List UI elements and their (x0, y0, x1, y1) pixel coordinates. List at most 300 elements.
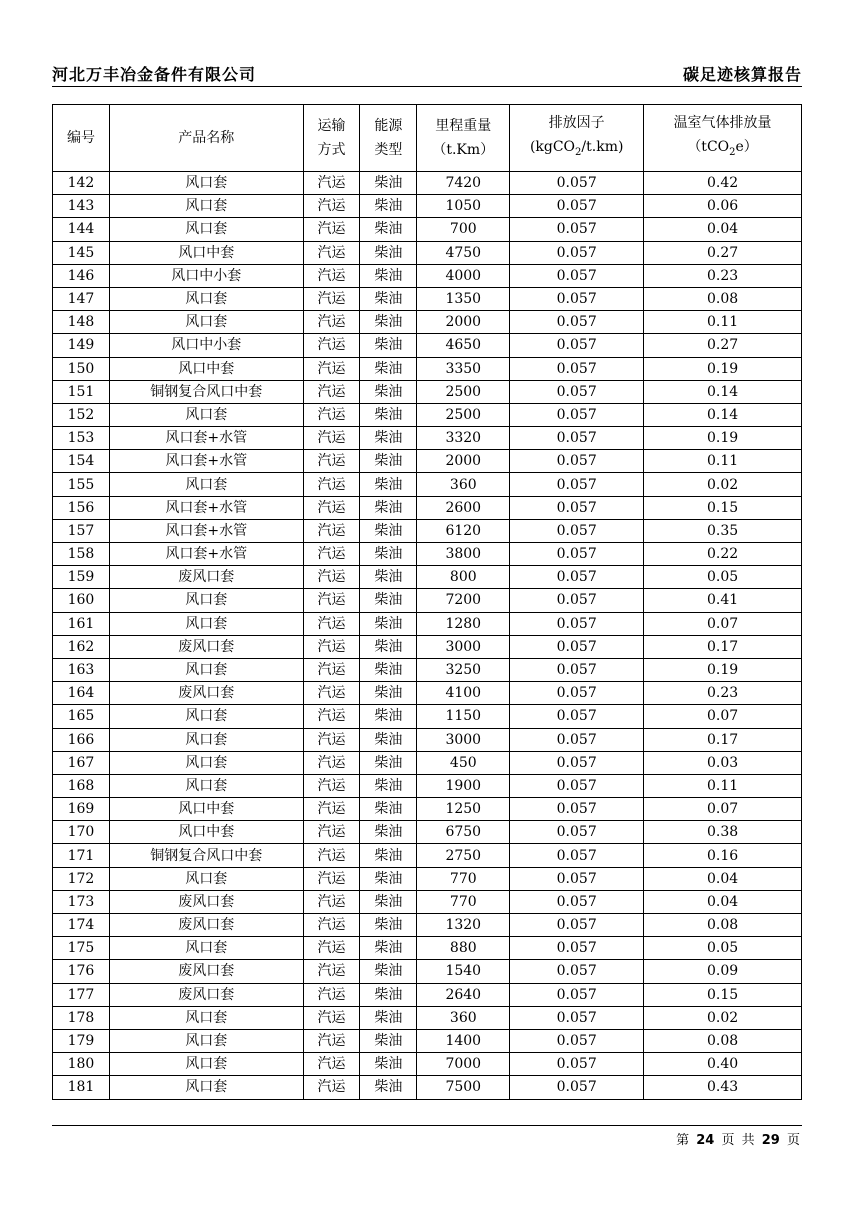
header-divider (52, 86, 802, 87)
cell-ghg-emissions: 0.38 (644, 821, 802, 844)
cell-transport: 汽运 (303, 427, 360, 450)
cell-product: 风口中小套 (109, 264, 303, 287)
cell-id: 167 (53, 751, 110, 774)
cell-id: 151 (53, 380, 110, 403)
cell-transport: 汽运 (303, 612, 360, 635)
cell-distance-weight: 3000 (417, 728, 510, 751)
cell-transport: 汽运 (303, 357, 360, 380)
cell-distance-weight: 2600 (417, 496, 510, 519)
cell-ghg-emissions: 0.14 (644, 403, 802, 426)
cell-product: 铜钢复合风口中套 (109, 380, 303, 403)
cell-id: 175 (53, 937, 110, 960)
cell-ghg-emissions: 0.05 (644, 937, 802, 960)
cell-product: 风口套 (109, 728, 303, 751)
cell-distance-weight: 1400 (417, 1029, 510, 1052)
cell-id: 144 (53, 218, 110, 241)
table-row (53, 496, 802, 519)
table-row (53, 1076, 802, 1099)
table-row (53, 612, 802, 635)
cell-ghg-emissions: 0.04 (644, 218, 802, 241)
table-row (53, 264, 802, 287)
cell-distance-weight: 4100 (417, 682, 510, 705)
cell-emission-factor: 0.057 (510, 450, 644, 473)
table-row (53, 867, 802, 890)
cell-id: 164 (53, 682, 110, 705)
cell-id: 166 (53, 728, 110, 751)
cell-emission-factor: 0.057 (510, 334, 644, 357)
cell-product: 风口中套 (109, 241, 303, 264)
cell-ghg-emissions: 0.14 (644, 380, 802, 403)
table-row (53, 914, 802, 937)
company-name: 河北万丰冶金备件有限公司 (52, 65, 257, 84)
cell-transport: 汽运 (303, 682, 360, 705)
col-header-distance-weight: 里程重量 （t.Km） (417, 105, 510, 172)
cell-ghg-emissions: 0.17 (644, 635, 802, 658)
cell-energy: 柴油 (360, 357, 417, 380)
cell-ghg-emissions: 0.42 (644, 172, 802, 195)
cell-ghg-emissions: 0.06 (644, 195, 802, 218)
cell-emission-factor: 0.057 (510, 728, 644, 751)
cell-distance-weight: 3350 (417, 357, 510, 380)
table-row (53, 960, 802, 983)
cell-energy: 柴油 (360, 844, 417, 867)
cell-transport: 汽运 (303, 960, 360, 983)
cell-ghg-emissions: 0.23 (644, 682, 802, 705)
cell-ghg-emissions: 0.11 (644, 774, 802, 797)
cell-product: 风口套 (109, 403, 303, 426)
cell-product: 风口套 (109, 751, 303, 774)
page-footer: 第 24 页 共 29 页 (676, 1133, 800, 1148)
cell-transport: 汽运 (303, 774, 360, 797)
cell-distance-weight: 2750 (417, 844, 510, 867)
cell-emission-factor: 0.057 (510, 890, 644, 913)
cell-emission-factor: 0.057 (510, 914, 644, 937)
cell-transport: 汽运 (303, 496, 360, 519)
table-row (53, 218, 802, 241)
cell-emission-factor: 0.057 (510, 1053, 644, 1076)
cell-transport: 汽运 (303, 658, 360, 681)
cell-energy: 柴油 (360, 427, 417, 450)
cell-id: 143 (53, 195, 110, 218)
cell-distance-weight: 1280 (417, 612, 510, 635)
cell-ghg-emissions: 0.03 (644, 751, 802, 774)
table-row (53, 751, 802, 774)
cell-energy: 柴油 (360, 380, 417, 403)
cell-transport: 汽运 (303, 937, 360, 960)
col-header-emission-factor: 排放因子 (kgCO$_2$/t.km) (510, 105, 644, 172)
cell-ghg-emissions: 0.19 (644, 357, 802, 380)
cell-ghg-emissions: 0.11 (644, 311, 802, 334)
col-header-transport: 运输 方式 (303, 105, 360, 172)
cell-energy: 柴油 (360, 311, 417, 334)
cell-product: 风口套 (109, 937, 303, 960)
table-row (53, 357, 802, 380)
cell-id: 173 (53, 890, 110, 913)
cell-ghg-emissions: 0.27 (644, 241, 802, 264)
cell-transport: 汽运 (303, 287, 360, 310)
cell-energy: 柴油 (360, 334, 417, 357)
cell-id: 145 (53, 241, 110, 264)
table-row (53, 589, 802, 612)
cell-id: 179 (53, 1029, 110, 1052)
cell-energy: 柴油 (360, 937, 417, 960)
current-page: 24 (696, 1133, 715, 1148)
cell-energy: 柴油 (360, 821, 417, 844)
cell-energy: 柴油 (360, 960, 417, 983)
table-row (53, 937, 802, 960)
cell-emission-factor: 0.057 (510, 543, 644, 566)
cell-product: 风口套 (109, 218, 303, 241)
cell-energy: 柴油 (360, 658, 417, 681)
cell-ghg-emissions: 0.08 (644, 287, 802, 310)
cell-id: 157 (53, 519, 110, 542)
table-row (53, 241, 802, 264)
table-row (53, 774, 802, 797)
cell-id: 155 (53, 473, 110, 496)
cell-ghg-emissions: 0.43 (644, 1076, 802, 1099)
cell-emission-factor: 0.057 (510, 705, 644, 728)
cell-product: 风口套 (109, 1006, 303, 1029)
cell-id: 165 (53, 705, 110, 728)
cell-emission-factor: 0.057 (510, 357, 644, 380)
cell-transport: 汽运 (303, 798, 360, 821)
cell-product: 风口套+水管 (109, 450, 303, 473)
cell-transport: 汽运 (303, 914, 360, 937)
table-row (53, 473, 802, 496)
cell-id: 142 (53, 172, 110, 195)
cell-emission-factor: 0.057 (510, 403, 644, 426)
cell-product: 废风口套 (109, 682, 303, 705)
cell-emission-factor: 0.057 (510, 821, 644, 844)
cell-ghg-emissions: 0.05 (644, 566, 802, 589)
cell-product: 风口中套 (109, 357, 303, 380)
cell-energy: 柴油 (360, 705, 417, 728)
cell-energy: 柴油 (360, 751, 417, 774)
footer-divider (52, 1125, 802, 1126)
cell-distance-weight: 2500 (417, 380, 510, 403)
cell-ghg-emissions: 0.08 (644, 914, 802, 937)
cell-transport: 汽运 (303, 241, 360, 264)
cell-distance-weight: 2500 (417, 403, 510, 426)
cell-emission-factor: 0.057 (510, 589, 644, 612)
cell-id: 147 (53, 287, 110, 310)
cell-energy: 柴油 (360, 450, 417, 473)
table-row (53, 890, 802, 913)
cell-id: 176 (53, 960, 110, 983)
cell-id: 149 (53, 334, 110, 357)
cell-ghg-emissions: 0.07 (644, 705, 802, 728)
table-row (53, 334, 802, 357)
cell-distance-weight: 1900 (417, 774, 510, 797)
cell-emission-factor: 0.057 (510, 496, 644, 519)
cell-ghg-emissions: 0.04 (644, 890, 802, 913)
cell-energy: 柴油 (360, 172, 417, 195)
table-header-row (53, 105, 802, 172)
table-row (53, 821, 802, 844)
cell-id: 160 (53, 589, 110, 612)
cell-ghg-emissions: 0.23 (644, 264, 802, 287)
cell-emission-factor: 0.057 (510, 682, 644, 705)
cell-energy: 柴油 (360, 589, 417, 612)
cell-transport: 汽运 (303, 705, 360, 728)
cell-distance-weight: 3000 (417, 635, 510, 658)
cell-energy: 柴油 (360, 496, 417, 519)
cell-product: 风口套 (109, 287, 303, 310)
table-row (53, 287, 802, 310)
cell-transport: 汽运 (303, 195, 360, 218)
cell-energy: 柴油 (360, 473, 417, 496)
table-row (53, 380, 802, 403)
cell-distance-weight: 700 (417, 218, 510, 241)
cell-id: 158 (53, 543, 110, 566)
cell-energy: 柴油 (360, 867, 417, 890)
cell-id: 168 (53, 774, 110, 797)
cell-emission-factor: 0.057 (510, 264, 644, 287)
cell-id: 172 (53, 867, 110, 890)
cell-emission-factor: 0.057 (510, 1076, 644, 1099)
cell-transport: 汽运 (303, 543, 360, 566)
cell-emission-factor: 0.057 (510, 287, 644, 310)
cell-ghg-emissions: 0.15 (644, 983, 802, 1006)
cell-product: 风口套 (109, 589, 303, 612)
cell-transport: 汽运 (303, 334, 360, 357)
cell-id: 159 (53, 566, 110, 589)
cell-transport: 汽运 (303, 403, 360, 426)
cell-transport: 汽运 (303, 867, 360, 890)
cell-id: 169 (53, 798, 110, 821)
table-row (53, 1006, 802, 1029)
cell-emission-factor: 0.057 (510, 380, 644, 403)
cell-product: 风口套 (109, 311, 303, 334)
cell-distance-weight: 7000 (417, 1053, 510, 1076)
cell-id: 170 (53, 821, 110, 844)
cell-ghg-emissions: 0.22 (644, 543, 802, 566)
cell-distance-weight: 770 (417, 867, 510, 890)
cell-distance-weight: 1050 (417, 195, 510, 218)
table-row (53, 195, 802, 218)
cell-id: 180 (53, 1053, 110, 1076)
cell-ghg-emissions: 0.04 (644, 867, 802, 890)
table-row (53, 635, 802, 658)
cell-emission-factor: 0.057 (510, 983, 644, 1006)
report-title: 碳足迹核算报告 (682, 65, 802, 84)
cell-ghg-emissions: 0.40 (644, 1053, 802, 1076)
cell-id: 161 (53, 612, 110, 635)
cell-energy: 柴油 (360, 218, 417, 241)
emissions-table (52, 104, 802, 1100)
cell-energy: 柴油 (360, 287, 417, 310)
cell-ghg-emissions: 0.08 (644, 1029, 802, 1052)
cell-ghg-emissions: 0.19 (644, 658, 802, 681)
cell-product: 风口中小套 (109, 334, 303, 357)
cell-distance-weight: 1150 (417, 705, 510, 728)
cell-transport: 汽运 (303, 264, 360, 287)
cell-energy: 柴油 (360, 798, 417, 821)
cell-product: 废风口套 (109, 890, 303, 913)
cell-id: 152 (53, 403, 110, 426)
cell-energy: 柴油 (360, 612, 417, 635)
cell-id: 153 (53, 427, 110, 450)
cell-distance-weight: 770 (417, 890, 510, 913)
cell-distance-weight: 1350 (417, 287, 510, 310)
cell-distance-weight: 880 (417, 937, 510, 960)
cell-product: 风口套 (109, 867, 303, 890)
cell-ghg-emissions: 0.27 (644, 334, 802, 357)
cell-emission-factor: 0.057 (510, 798, 644, 821)
cell-distance-weight: 4650 (417, 334, 510, 357)
cell-emission-factor: 0.057 (510, 960, 644, 983)
cell-product: 风口套 (109, 1076, 303, 1099)
cell-product: 风口套 (109, 473, 303, 496)
cell-emission-factor: 0.057 (510, 566, 644, 589)
cell-distance-weight: 3320 (417, 427, 510, 450)
cell-emission-factor: 0.057 (510, 427, 644, 450)
cell-ghg-emissions: 0.35 (644, 519, 802, 542)
cell-emission-factor: 0.057 (510, 612, 644, 635)
table-row (53, 519, 802, 542)
table-row (53, 983, 802, 1006)
cell-ghg-emissions: 0.09 (644, 960, 802, 983)
cell-id: 146 (53, 264, 110, 287)
cell-product: 铜钢复合风口中套 (109, 844, 303, 867)
cell-distance-weight: 4000 (417, 264, 510, 287)
table-row (53, 728, 802, 751)
cell-energy: 柴油 (360, 635, 417, 658)
cell-energy: 柴油 (360, 890, 417, 913)
cell-energy: 柴油 (360, 1076, 417, 1099)
table-row (53, 1029, 802, 1052)
cell-distance-weight: 450 (417, 751, 510, 774)
cell-distance-weight: 3800 (417, 543, 510, 566)
table-row (53, 682, 802, 705)
cell-emission-factor: 0.057 (510, 1029, 644, 1052)
cell-product: 风口套 (109, 1053, 303, 1076)
cell-energy: 柴油 (360, 914, 417, 937)
cell-distance-weight: 360 (417, 1006, 510, 1029)
cell-id: 174 (53, 914, 110, 937)
cell-product: 废风口套 (109, 983, 303, 1006)
cell-transport: 汽运 (303, 473, 360, 496)
cell-distance-weight: 1250 (417, 798, 510, 821)
cell-emission-factor: 0.057 (510, 658, 644, 681)
cell-product: 废风口套 (109, 566, 303, 589)
cell-transport: 汽运 (303, 566, 360, 589)
cell-distance-weight: 2640 (417, 983, 510, 1006)
col-header-ghg-emissions: 温室气体排放量 （tCO$_2$e） (644, 105, 802, 172)
cell-transport: 汽运 (303, 844, 360, 867)
cell-transport: 汽运 (303, 635, 360, 658)
cell-transport: 汽运 (303, 1053, 360, 1076)
cell-energy: 柴油 (360, 403, 417, 426)
cell-ghg-emissions: 0.07 (644, 798, 802, 821)
table-row (53, 311, 802, 334)
cell-emission-factor: 0.057 (510, 844, 644, 867)
cell-distance-weight: 800 (417, 566, 510, 589)
table-row (53, 1053, 802, 1076)
cell-transport: 汽运 (303, 890, 360, 913)
table-row (53, 566, 802, 589)
cell-product: 废风口套 (109, 960, 303, 983)
cell-emission-factor: 0.057 (510, 937, 644, 960)
cell-emission-factor: 0.057 (510, 1006, 644, 1029)
cell-transport: 汽运 (303, 218, 360, 241)
cell-ghg-emissions: 0.17 (644, 728, 802, 751)
cell-id: 150 (53, 357, 110, 380)
table-row (53, 543, 802, 566)
cell-distance-weight: 360 (417, 473, 510, 496)
cell-id: 178 (53, 1006, 110, 1029)
cell-transport: 汽运 (303, 1029, 360, 1052)
cell-distance-weight: 1320 (417, 914, 510, 937)
cell-distance-weight: 7200 (417, 589, 510, 612)
cell-id: 148 (53, 311, 110, 334)
cell-ghg-emissions: 0.07 (644, 612, 802, 635)
cell-emission-factor: 0.057 (510, 473, 644, 496)
cell-energy: 柴油 (360, 774, 417, 797)
cell-product: 风口套 (109, 1029, 303, 1052)
cell-transport: 汽运 (303, 311, 360, 334)
cell-product: 风口套+水管 (109, 519, 303, 542)
cell-product: 风口套+水管 (109, 427, 303, 450)
cell-distance-weight: 3250 (417, 658, 510, 681)
cell-emission-factor: 0.057 (510, 172, 644, 195)
total-pages: 29 (761, 1133, 780, 1148)
cell-energy: 柴油 (360, 682, 417, 705)
cell-transport: 汽运 (303, 380, 360, 403)
cell-id: 177 (53, 983, 110, 1006)
cell-product: 风口套 (109, 705, 303, 728)
cell-id: 156 (53, 496, 110, 519)
table-row (53, 844, 802, 867)
cell-emission-factor: 0.057 (510, 751, 644, 774)
cell-id: 163 (53, 658, 110, 681)
cell-ghg-emissions: 0.02 (644, 1006, 802, 1029)
table-row (53, 705, 802, 728)
cell-transport: 汽运 (303, 1076, 360, 1099)
cell-transport: 汽运 (303, 728, 360, 751)
col-header-energy: 能源 类型 (360, 105, 417, 172)
cell-product: 风口套 (109, 774, 303, 797)
cell-product: 风口中套 (109, 821, 303, 844)
cell-transport: 汽运 (303, 519, 360, 542)
cell-emission-factor: 0.057 (510, 519, 644, 542)
cell-distance-weight: 6120 (417, 519, 510, 542)
cell-energy: 柴油 (360, 543, 417, 566)
cell-distance-weight: 7500 (417, 1076, 510, 1099)
cell-energy: 柴油 (360, 566, 417, 589)
cell-ghg-emissions: 0.11 (644, 450, 802, 473)
cell-energy: 柴油 (360, 195, 417, 218)
table-body (53, 172, 802, 1100)
cell-distance-weight: 7420 (417, 172, 510, 195)
cell-energy: 柴油 (360, 264, 417, 287)
cell-ghg-emissions: 0.16 (644, 844, 802, 867)
cell-product: 风口套 (109, 658, 303, 681)
cell-transport: 汽运 (303, 589, 360, 612)
cell-product: 风口套+水管 (109, 543, 303, 566)
table-row (53, 658, 802, 681)
table-row (53, 427, 802, 450)
cell-emission-factor: 0.057 (510, 867, 644, 890)
cell-id: 181 (53, 1076, 110, 1099)
table-row (53, 450, 802, 473)
cell-id: 162 (53, 635, 110, 658)
cell-distance-weight: 2000 (417, 311, 510, 334)
cell-emission-factor: 0.057 (510, 241, 644, 264)
cell-ghg-emissions: 0.02 (644, 473, 802, 496)
cell-energy: 柴油 (360, 1053, 417, 1076)
cell-distance-weight: 4750 (417, 241, 510, 264)
